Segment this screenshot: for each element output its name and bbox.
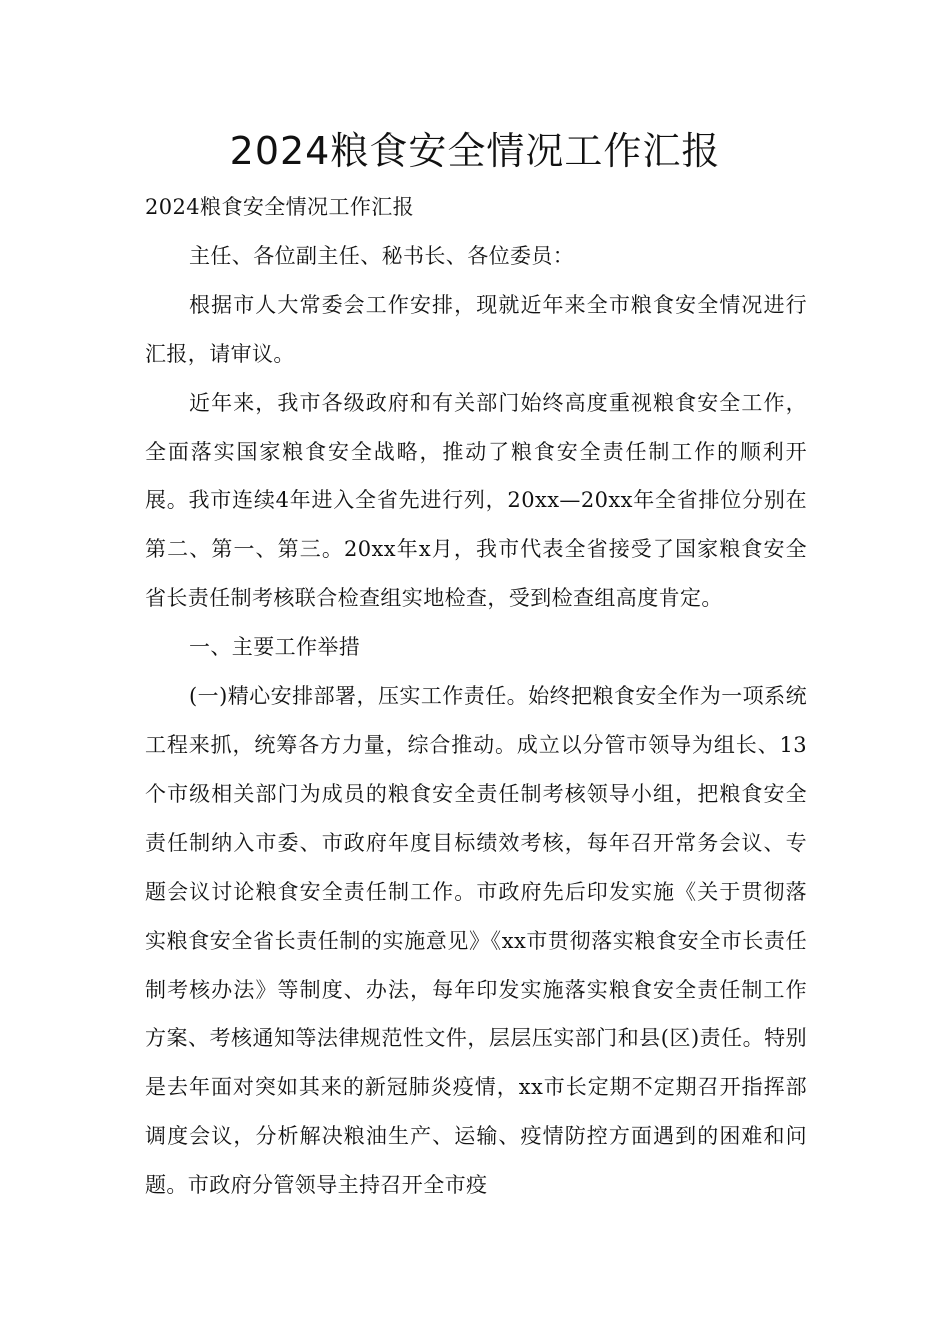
paragraph-measures: (一)精心安排部署，压实工作责任。始终把粮食安全作为一项系统工程来抓，统筹各方力量，综合推动。成立以分管市领导为组长、13个市级相关部门为成员的粮食安全责任制考核领导小组，把粮食安全责任制纳入市委、市政府年度目标绩效考核，每年召开常务会议、专题会议讨论粮食安全责任制工作。市政府先后印发实施《关于贯彻落实粮食安全省长责任制的实施意见》《xx市贯彻落实粮食安全市长责任制考核办法》等制度、办法，每年印发实施落实粮食安全责任制工作方案、考核通知等法律规范性文件，层层压实部门和县(区)责任。特别是去年面对突如其来的新冠肺炎疫情，xx市长定期不定期召开指挥部调度会议，分析解决粮油生产、运输、疫情防控方面遇到的困难和问题。市政府分管领导主持召开全市疫 <box>145 684 807 1198</box>
salutation: 主任、各位副主任、秘书长、各位委员： <box>189 243 575 268</box>
document-title: 2024粮食安全情况工作汇报 <box>229 129 721 173</box>
section-heading: 一、主要工作举措 <box>189 635 361 660</box>
document-subtitle: 2024粮食安全情况工作汇报 <box>145 195 415 219</box>
paragraph-overview: 近年来，我市各级政府和有关部门始终高度重视粮食安全工作，全面落实国家粮食安全战略，推动了粮食安全责任制工作的顺利开展。我市连续4年进入全省先进行列，20xx—20xx年全省排位分别在第二、第一、第三。20xx年x月，我市代表全省接受了国家粮食安全省长责任制考核联合检查组实地检查，受到检查组高度肯定。 <box>145 390 807 611</box>
paragraph-intro: 根据市人大常委会工作安排，现就近年来全市粮食安全情况进行汇报，请审议。 <box>145 292 807 366</box>
document-body <box>145 183 807 1210</box>
